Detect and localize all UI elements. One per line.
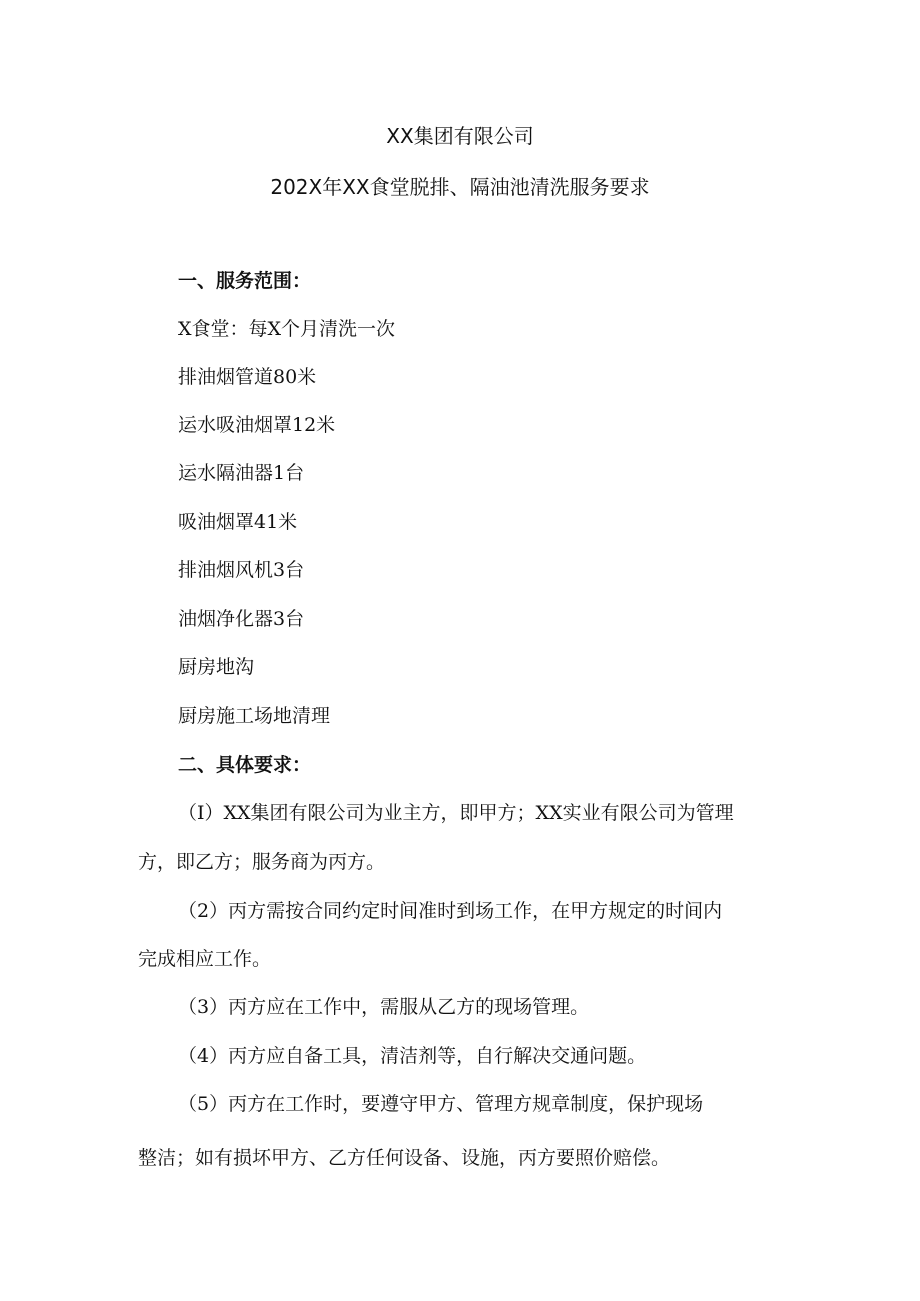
scope-item: 运水吸油烟罩12米	[178, 414, 336, 436]
scope-item: 排油烟风机3台	[178, 559, 305, 581]
requirement-2-line-2: 完成相应工作。	[138, 948, 272, 970]
document-title-main: 202X年XX食堂脱排、隔油池清洗服务要求	[270, 175, 650, 199]
requirement-3: （3）丙方应在工作中，需服从乙方的现场管理。	[178, 996, 590, 1018]
scope-item: X食堂：每X个月清洗一次	[178, 318, 396, 340]
scope-item: 厨房施工场地清理	[178, 705, 331, 727]
section-heading-requirements: 二、具体要求：	[178, 754, 312, 776]
section-heading-scope: 一、服务范围：	[178, 270, 312, 292]
requirement-2-line-1: （2）丙方需按合同约定时间准时到场工作，在甲方规定的时间内	[178, 900, 723, 922]
scope-item: 油烟净化器3台	[178, 608, 305, 630]
document-title-company: XX集团有限公司	[386, 124, 534, 148]
scope-item: 吸油烟罩41米	[178, 511, 298, 533]
requirement-1-line-1: （I）XX集团有限公司为业主方，即甲方；XX实业有限公司为管理	[178, 802, 734, 824]
requirement-5-line-1: （5）丙方在工作时，要遵守甲方、管理方规章制度，保护现场	[178, 1093, 704, 1115]
scope-item: 厨房地沟	[178, 656, 255, 678]
requirement-4: （4）丙方应自备工具，清洁剂等，自行解决交通问题。	[178, 1045, 647, 1067]
scope-item: 运水隔油器1台	[178, 462, 305, 484]
scope-item: 排油烟管道80米	[178, 366, 317, 388]
requirement-1-line-2: 方，即乙方；服务商为丙方。	[138, 851, 386, 873]
requirement-5-line-2: 整洁；如有损坏甲方、乙方任何设备、设施，丙方要照价赔偿。	[138, 1147, 671, 1169]
